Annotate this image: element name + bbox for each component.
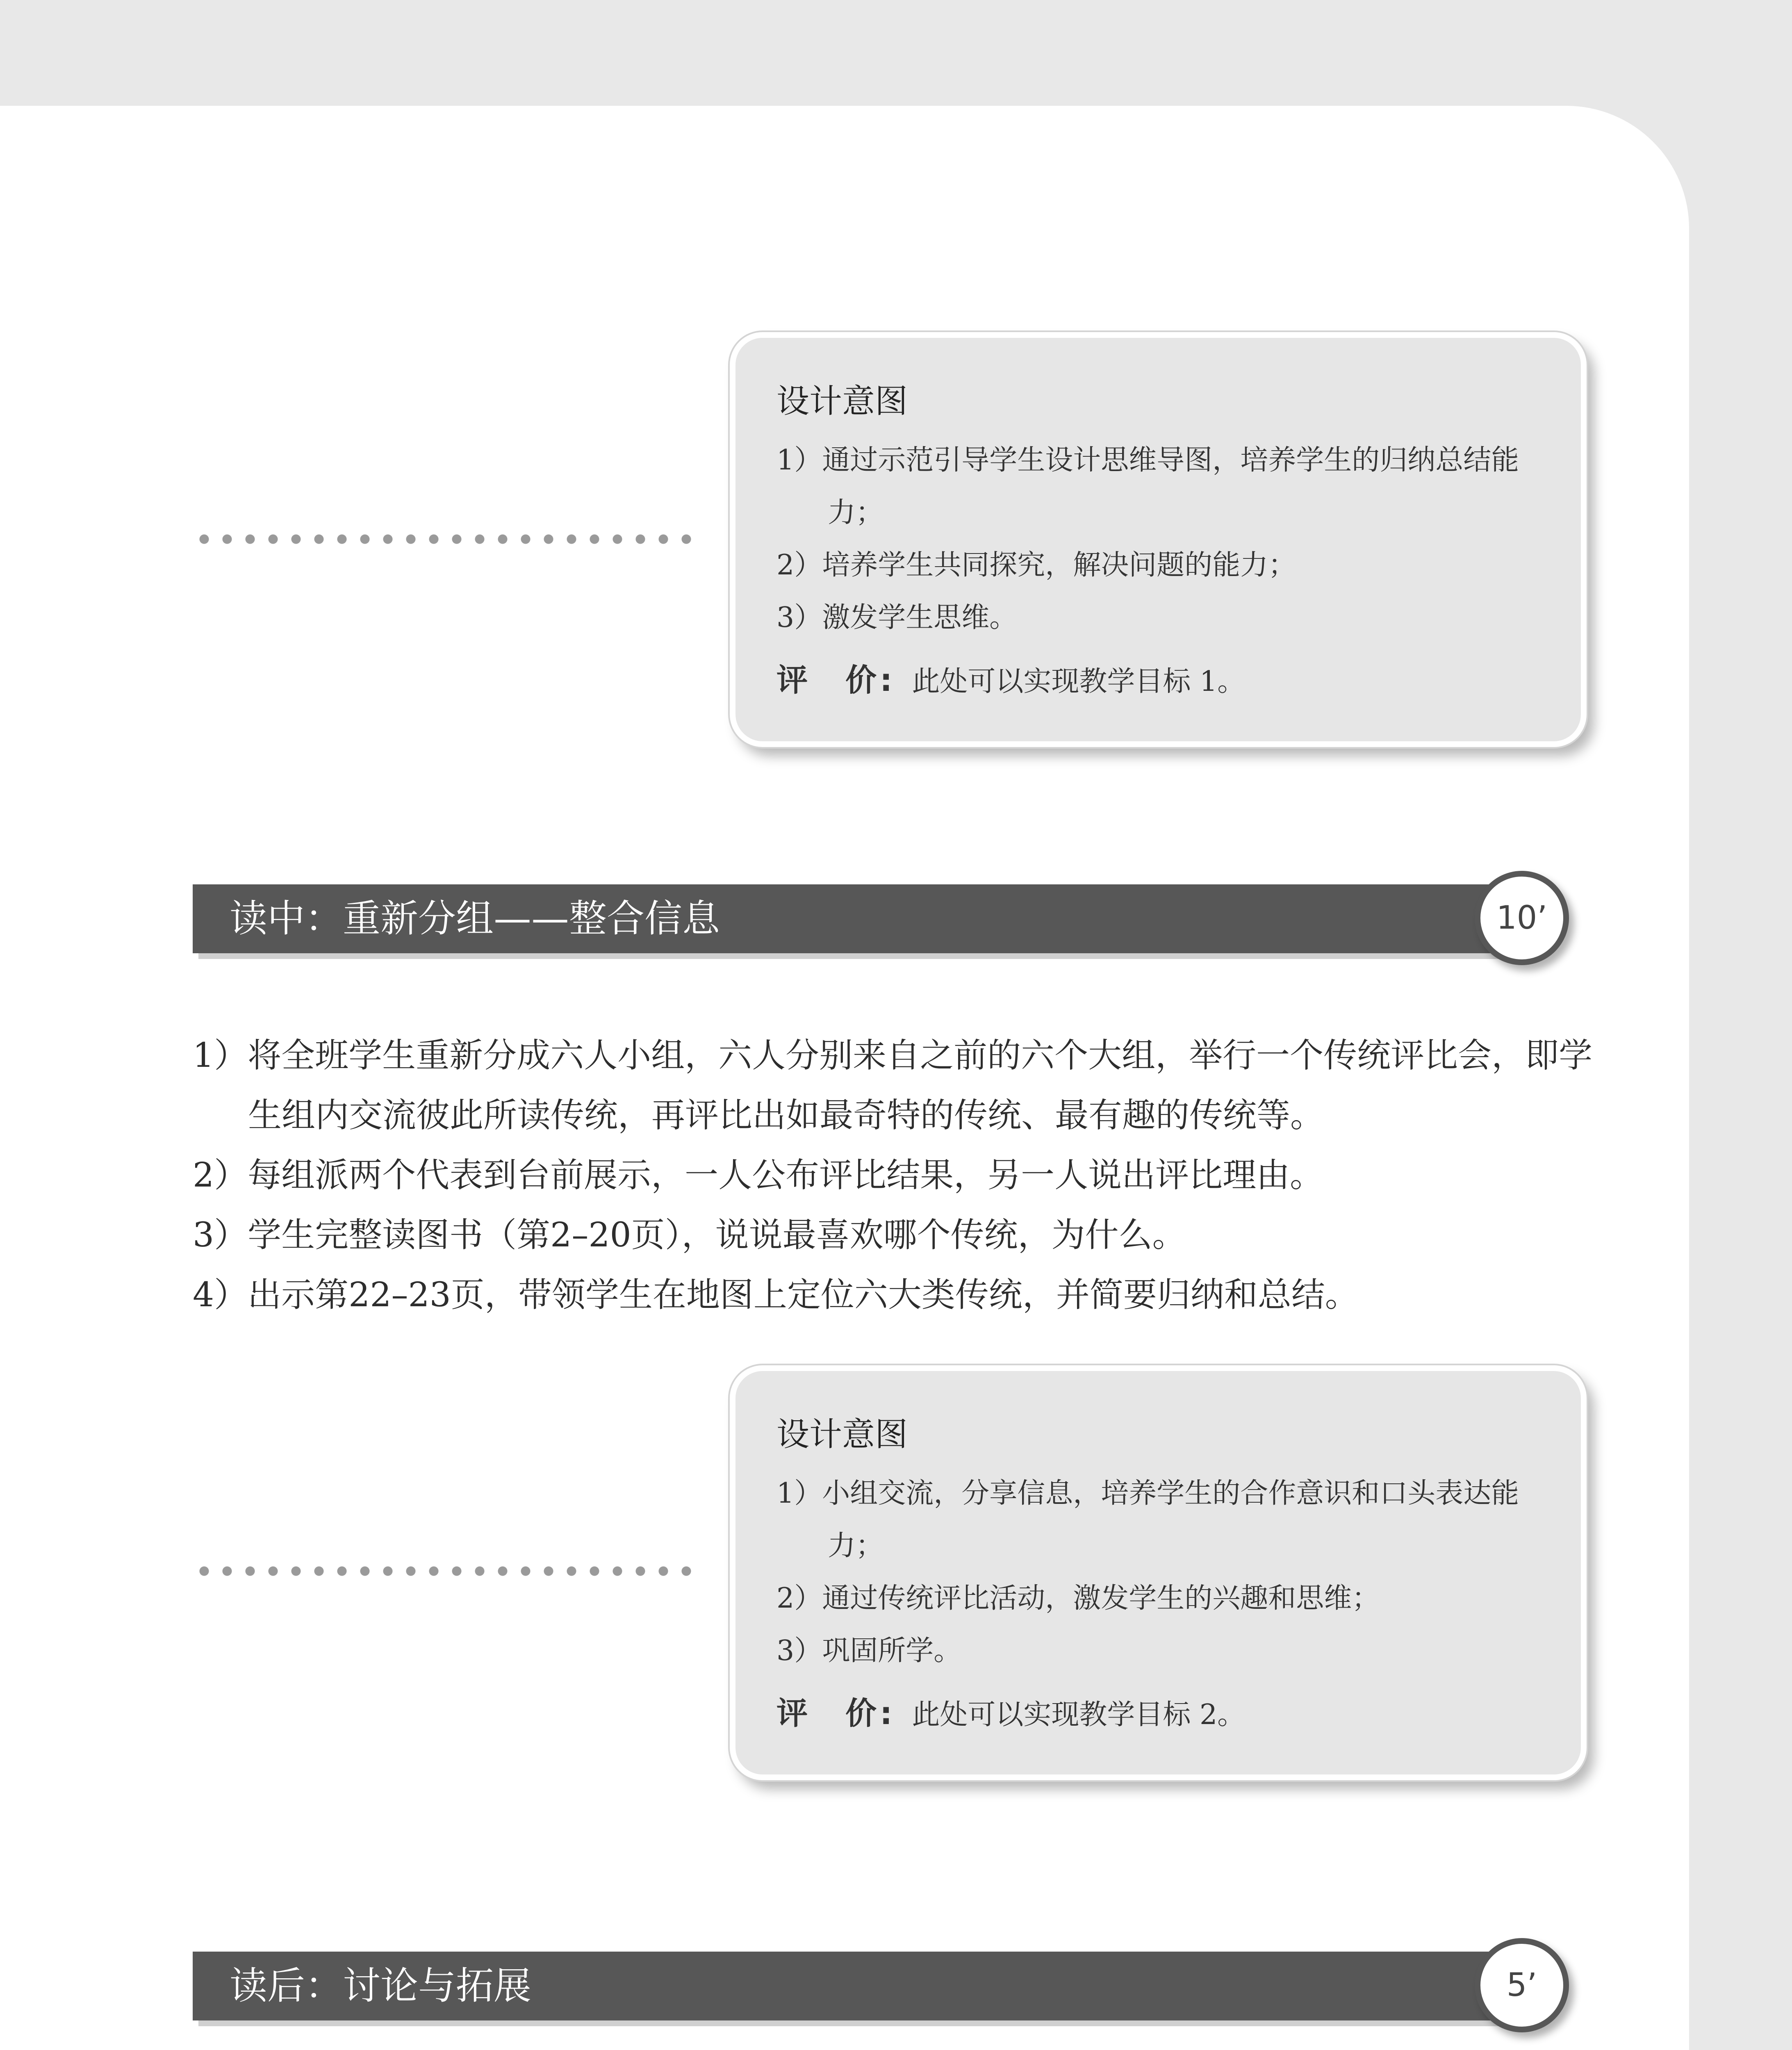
design-intent-box xyxy=(730,1365,1587,1780)
time-badge: 5’ xyxy=(1475,1938,1569,2032)
section-header xyxy=(193,1952,1521,2020)
box-item: 3）巩固所学。 xyxy=(776,1635,962,1667)
box-item: 1）小组交流，分享信息，培养学生的合作意识和口头表达能力； xyxy=(776,1477,1519,1562)
box-title: 设计意图 xyxy=(776,1415,908,1453)
design-intent-box xyxy=(730,332,1587,747)
time-badge: 10’ xyxy=(1475,871,1569,965)
box-item: 2）培养学生共同探究，解决问题的能力； xyxy=(776,549,1296,581)
list-item: 2）每组派两个代表到台前展示，一人公布评比结果，另一人说出评比理由。 xyxy=(193,1156,1324,1195)
dotted-connector xyxy=(193,1566,701,1576)
list-item: 4）出示第22–23页，带领学生在地图上定位六大类传统，并简要归纳和总结。 xyxy=(193,1276,1359,1314)
box-item: 1）通过示范引导学生设计思维导图，培养学生的归纳总结能力； xyxy=(776,444,1519,529)
section-header xyxy=(193,884,1521,953)
evaluation-line xyxy=(776,654,1544,708)
evaluation-label: 评 价: xyxy=(776,662,896,698)
list-item: 1）将全班学生重新分成六人小组，六人分别来自之前的六个大组，举行一个传统评比会，即学生组内交流彼此所读传统，再评比出如最奇特的传统、最有趣的传统等。 xyxy=(193,1036,1593,1135)
section-title: 读中：重新分组——整合信息 xyxy=(230,897,720,941)
evaluation-text: 此处可以实现教学目标 1。 xyxy=(912,665,1246,698)
box-item: 3）激发学生思维。 xyxy=(776,601,1018,634)
evaluation-line xyxy=(776,1687,1544,1741)
box-item: 2）通过传统评比活动，激发学生的兴趣和思维； xyxy=(776,1582,1380,1615)
evaluation-text: 此处可以实现教学目标 2。 xyxy=(912,1699,1246,1731)
activity-list xyxy=(193,1026,1611,1325)
dotted-connector xyxy=(193,534,701,544)
box-title: 设计意图 xyxy=(776,382,908,420)
section-title: 读后：讨论与拓展 xyxy=(230,1964,532,2008)
evaluation-label: 评 价: xyxy=(776,1695,896,1731)
list-item: 3）学生完整读图书（第2–20页），说说最喜欢哪个传统，为什么。 xyxy=(193,1216,1186,1255)
